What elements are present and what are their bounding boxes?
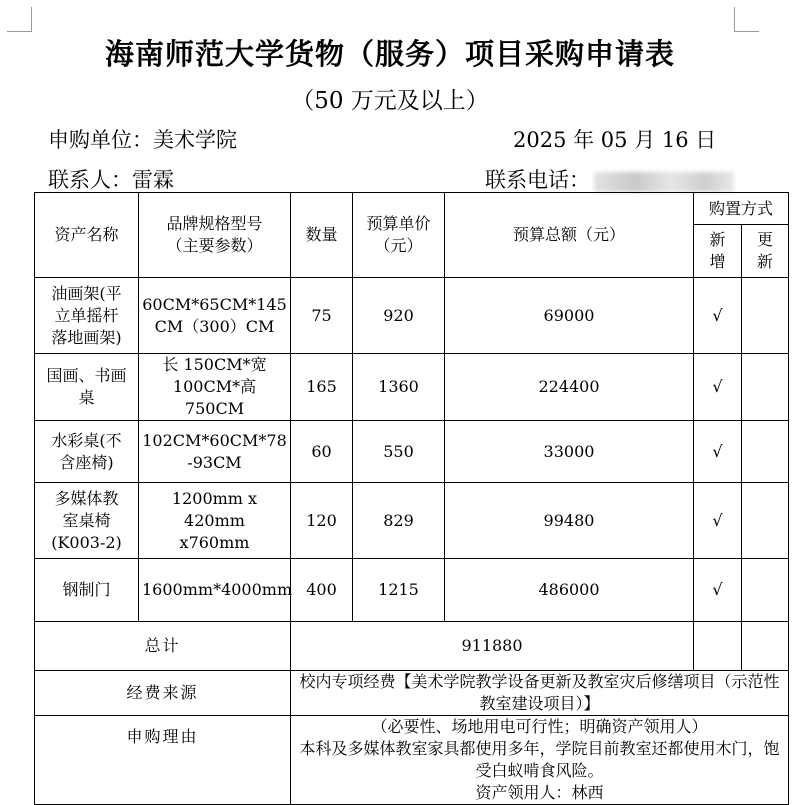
header-update: 更 新 xyxy=(742,225,789,278)
table-row xyxy=(35,278,789,354)
header-asset-name: 资产名称 xyxy=(35,193,139,278)
cell-new-check: √ xyxy=(694,278,742,354)
cell-asset-name: 水彩桌(不 含座椅) xyxy=(35,421,139,483)
cell-update-check xyxy=(742,278,789,354)
funding-row xyxy=(35,671,789,716)
cell-update-check xyxy=(742,483,789,559)
contact-person: 联系人：雷霖 xyxy=(48,168,174,192)
total-new-empty xyxy=(694,622,742,671)
cell-total: 33000 xyxy=(445,421,694,483)
cell-total: 486000 xyxy=(445,559,694,622)
total-row xyxy=(35,622,789,671)
cell-total: 99480 xyxy=(445,483,694,559)
cell-spec: 1200mm x 420mm x760mm xyxy=(139,483,291,559)
cell-unit-price: 550 xyxy=(353,421,445,483)
cell-asset-name: 油画架(平 立单摇杆 落地画架) xyxy=(35,278,139,354)
cell-new-check: √ xyxy=(694,421,742,483)
cell-unit-price: 829 xyxy=(353,483,445,559)
cell-unit-price: 920 xyxy=(353,278,445,354)
table-row xyxy=(35,559,789,622)
cell-spec: 长 150CM*宽 100CM*高 750CM xyxy=(139,354,291,421)
header-new: 新 增 xyxy=(694,225,742,278)
cell-total: 69000 xyxy=(445,278,694,354)
header-total-budget: 预算总额（元） xyxy=(445,193,694,278)
procurement-table xyxy=(34,192,789,805)
total-label: 总计 xyxy=(35,622,291,671)
cell-quantity: 400 xyxy=(291,559,353,622)
cell-spec: 102CM*60CM*78 -93CM xyxy=(139,421,291,483)
cell-unit-price: 1215 xyxy=(353,559,445,622)
table-row xyxy=(35,354,789,421)
funding-source-label: 经费来源 xyxy=(35,671,291,716)
cell-spec: 1600mm*4000mm xyxy=(139,559,291,622)
funding-source-value: 校内专项经费【美术学院教学设备更新及教室灾后修缮项目（示范性教室建设项目）】 xyxy=(291,671,789,716)
table-row xyxy=(35,483,789,559)
document-subtitle: （50 万元及以上） xyxy=(291,88,489,114)
contact-phone-label: 联系电话： xyxy=(485,168,590,192)
page-corner-mark-left xyxy=(7,7,32,32)
reason-row xyxy=(35,716,789,805)
total-value: 911880 xyxy=(291,622,694,671)
cell-update-check xyxy=(742,559,789,622)
header-quantity: 数量 xyxy=(291,193,353,278)
cell-quantity: 60 xyxy=(291,421,353,483)
application-date: 2025 年 05 月 16 日 xyxy=(513,128,717,152)
page-corner-mark-right xyxy=(734,7,759,32)
cell-total: 224400 xyxy=(445,354,694,421)
purchase-reason-label: 申购理由 xyxy=(35,716,291,805)
cell-asset-name: 钢制门 xyxy=(35,559,139,622)
purchase-reason-text: （必要性、场地用电可行性；明确资产领用人） 本科及多媒体教室家具都使用多年，学院目前教室还都使用木门，饱受白蚁啃食风险。 资产领用人：林西 xyxy=(291,716,789,805)
redacted-phone-number xyxy=(594,172,734,192)
cell-new-check: √ xyxy=(694,483,742,559)
header-unit-price: 预算单价 （元） xyxy=(353,193,445,278)
cell-quantity: 165 xyxy=(291,354,353,421)
table-row xyxy=(35,421,789,483)
header-purchase-method: 购置方式 xyxy=(694,193,789,225)
contact-phone xyxy=(485,164,734,194)
cell-asset-name: 多媒体教 室桌椅 (K003-2) xyxy=(35,483,139,559)
document-title: 海南师范大学货物（服务）项目采购申请表 xyxy=(104,37,675,71)
cell-unit-price: 1360 xyxy=(353,354,445,421)
cell-quantity: 75 xyxy=(291,278,353,354)
cell-new-check: √ xyxy=(694,559,742,622)
total-update-empty xyxy=(742,622,789,671)
cell-asset-name: 国画、书画 桌 xyxy=(35,354,139,421)
cell-update-check xyxy=(742,421,789,483)
applicant-unit: 申购单位：美术学院 xyxy=(48,128,237,152)
cell-quantity: 120 xyxy=(291,483,353,559)
cell-update-check xyxy=(742,354,789,421)
cell-new-check: √ xyxy=(694,354,742,421)
cell-spec: 60CM*65CM*145 CM（300）CM xyxy=(139,278,291,354)
header-brand-spec: 品牌规格型号 （主要参数） xyxy=(139,193,291,278)
